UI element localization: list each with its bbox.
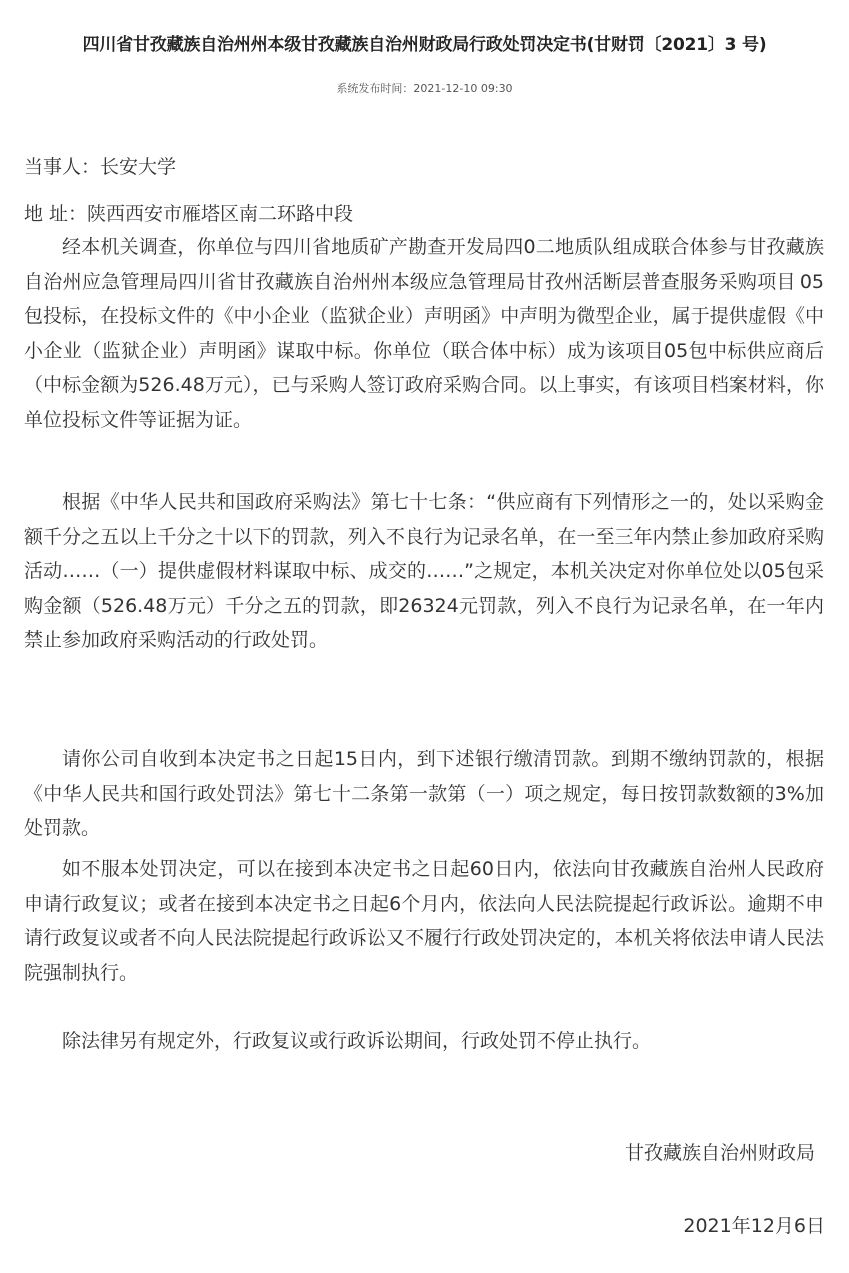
paragraph-payment: 请你公司自收到本决定书之日起15日内，到下述银行缴清罚款。到期不缴纳罚款的，根据《中华人民共和国行政处罚法》第七十二条第一款第（一）项之规定，每日按罚款数额的3%加处罚款。 (24, 748, 824, 839)
paragraph-legal-basis: 根据《中华人民共和国政府采购法》第七十七条：“供应商有下列情形之一的，处以采购金额千分之五以上千分之十以下的罚款，列入不良行为记录名单，在一至三年内禁止参加政府采购活动……（一）提供虚假材料谋取中标、成交的……”之规定，本机关决定对你单位处以05包采购金额（526.48万元）千分之五的罚款，即26324元罚款，列入不良行为记录名单，在一年内禁止参加政府采购活动的行政处罚。 (24, 491, 824, 651)
paragraph-investigation-part2: 05包投标，在投标文件的《中小企业（监狱企业）声明函》中声明为微型企业，属于提供虚假《中小企业（监狱企业）声明函》谋取中标。你单位（联合体中标）成为该项目05包中标供应商后（中标金额为526.48万元），已与采购人签订政府采购合同。以上事实，有该项目档案材料，你单位投标文件等证据为证。 (24, 270, 824, 431)
publish-time: 系统发布时间：2021-12-10 09:30 (336, 82, 513, 95)
document-title: 四川省甘孜藏族自治州州本级甘孜藏族自治州财政局行政处罚决定书(甘财罚〔2021〕3 号) (82, 35, 767, 55)
paragraph-appeal: 如不服本处罚决定，可以在接到本决定书之日起60日内，依法向甘孜藏族自治州人民政府申请行政复议；或者在接到本决定书之日起6个月内，依法向人民法院提起行政诉讼。逾期不申请行政复议或者不向人民法院提起行政诉讼又不履行行政处罚决定的，本机关将依法申请人民法院强制执行。 (24, 858, 824, 984)
paragraph-no-suspension: 除法律另有规定外，行政复议或行政诉讼期间，行政处罚不停止执行。 (62, 1030, 652, 1052)
paragraph-investigation (24, 230, 824, 437)
paragraph-investigation-part1: 经本机关调查，你单位与四川省地质矿产勘查开发局四0二地质队组成联合体参与甘孜藏族自治州应急管理局四川省甘孜藏族自治州州本级应急管理局甘孜州活断层普查服务采购项目 (24, 236, 824, 293)
party-line: 当事人：长安大学 (24, 156, 177, 178)
address-line: 地 址：陕西西安市雁塔区南二环路中段 (24, 203, 354, 225)
signature-organization: 甘孜藏族自治州财政局 (624, 1142, 815, 1164)
document-date: 2021年12月6日 (683, 1215, 825, 1237)
